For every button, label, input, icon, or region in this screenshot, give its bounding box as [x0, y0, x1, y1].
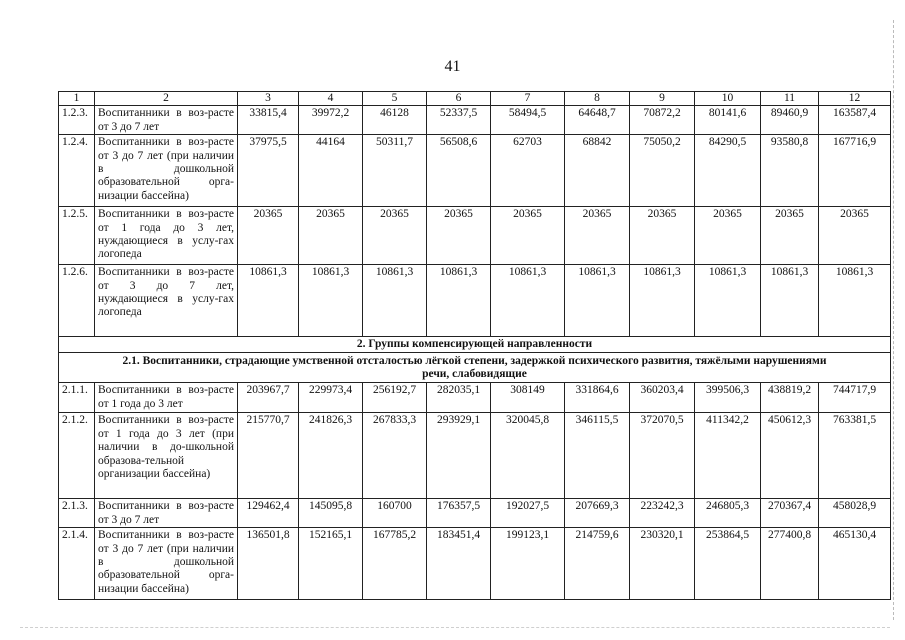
- cost-value: 253864,5: [695, 528, 761, 600]
- column-header: 5: [363, 92, 427, 106]
- column-header: 6: [427, 92, 491, 106]
- cost-value: 763381,5: [819, 413, 891, 499]
- cost-value: 10861,3: [491, 265, 565, 337]
- cost-value: 46128: [363, 106, 427, 135]
- cost-value: 68842: [565, 135, 630, 207]
- row-category: Воспитанники в воз-расте от 3 до 7 лет: [95, 499, 238, 528]
- cost-value: 277400,8: [761, 528, 819, 600]
- cost-value: 129462,4: [238, 499, 299, 528]
- column-header: 8: [565, 92, 630, 106]
- row-category: Воспитанники в воз-расте от 3 до 7 лет (при наличии в дошкольной образовательной орга-низации бассейна): [95, 135, 238, 207]
- cost-value: 229973,4: [299, 383, 363, 413]
- cost-value: 293929,1: [427, 413, 491, 499]
- cost-value: 20365: [565, 207, 630, 265]
- cost-value: 10861,3: [819, 265, 891, 337]
- row-number: 1.2.6.: [59, 265, 95, 337]
- cost-value: 20365: [299, 207, 363, 265]
- cost-value: 167785,2: [363, 528, 427, 600]
- row-category: Воспитанники в воз-расте от 1 года до 3 лет: [95, 383, 238, 413]
- cost-value: 89460,9: [761, 106, 819, 135]
- column-header: 12: [819, 92, 891, 106]
- cost-value: 44164: [299, 135, 363, 207]
- cost-value: 10861,3: [695, 265, 761, 337]
- column-header: 11: [761, 92, 819, 106]
- cost-value: 450612,3: [761, 413, 819, 499]
- cost-value: 246805,3: [695, 499, 761, 528]
- cost-value: 360203,4: [630, 383, 695, 413]
- cost-value: 160700: [363, 499, 427, 528]
- cost-value: 37975,5: [238, 135, 299, 207]
- cost-value: 84290,5: [695, 135, 761, 207]
- cost-value: 10861,3: [761, 265, 819, 337]
- row-number: 2.1.2.: [59, 413, 95, 499]
- column-header: 10: [695, 92, 761, 106]
- cost-value: 20365: [819, 207, 891, 265]
- cost-value: 167716,9: [819, 135, 891, 207]
- cost-value: 50311,7: [363, 135, 427, 207]
- scan-edge-line: [893, 20, 894, 620]
- cost-value: 20365: [238, 207, 299, 265]
- table-row: [59, 413, 891, 499]
- cost-value: 230320,1: [630, 528, 695, 600]
- row-category: Воспитанники в воз-расте от 1 года до 3 лет (при наличии в до-школьной образова-тельной организации бассейна): [95, 413, 238, 499]
- cost-value: 256192,7: [363, 383, 427, 413]
- cost-value: 241826,3: [299, 413, 363, 499]
- cost-value: 744717,9: [819, 383, 891, 413]
- cost-value: 199123,1: [491, 528, 565, 600]
- cost-value: 183451,4: [427, 528, 491, 600]
- column-header: 4: [299, 92, 363, 106]
- cost-value: 56508,6: [427, 135, 491, 207]
- cost-value: 152165,1: [299, 528, 363, 600]
- table-row: [59, 207, 891, 265]
- column-header: 7: [491, 92, 565, 106]
- section-title: 2. Группы компенсирующей направленности: [59, 337, 891, 352]
- page-number: 41: [444, 58, 461, 75]
- cost-value: 20365: [491, 207, 565, 265]
- cost-value: 270367,4: [761, 499, 819, 528]
- cost-value: 399506,3: [695, 383, 761, 413]
- column-header: 3: [238, 92, 299, 106]
- cost-value: 458028,9: [819, 499, 891, 528]
- cost-value: 39972,2: [299, 106, 363, 135]
- cost-value: 10861,3: [630, 265, 695, 337]
- cost-value: 267833,3: [363, 413, 427, 499]
- cost-value: 10861,3: [565, 265, 630, 337]
- subsection-row: [59, 352, 891, 383]
- cost-value: 372070,5: [630, 413, 695, 499]
- cost-value: 70872,2: [630, 106, 695, 135]
- cost-value: 75050,2: [630, 135, 695, 207]
- cost-value: 20365: [761, 207, 819, 265]
- cost-value: 192027,5: [491, 499, 565, 528]
- cost-value: 346115,5: [565, 413, 630, 499]
- row-number: 2.1.3.: [59, 499, 95, 528]
- table-row: [59, 528, 891, 600]
- cost-value: 163587,4: [819, 106, 891, 135]
- table-row: [59, 499, 891, 528]
- row-category: Воспитанники в воз-расте от 3 до 7 лет (при наличии в дошкольной образовательной орга-низации бассейна): [95, 528, 238, 600]
- cost-value: 20365: [363, 207, 427, 265]
- tariff-table: [58, 91, 891, 600]
- row-category: Воспитанники в воз-расте от 1 года до 3 лет, нуждающиеся в услу-гах логопеда: [95, 207, 238, 265]
- cost-value: 52337,5: [427, 106, 491, 135]
- cost-value: 438819,2: [761, 383, 819, 413]
- section-row: [59, 337, 891, 352]
- cost-value: 10861,3: [363, 265, 427, 337]
- cost-value: 20365: [695, 207, 761, 265]
- cost-value: 20365: [427, 207, 491, 265]
- table-row: [59, 106, 891, 135]
- row-number: 2.1.4.: [59, 528, 95, 600]
- cost-value: 308149: [491, 383, 565, 413]
- row-number: 1.2.5.: [59, 207, 95, 265]
- cost-value: 331864,6: [565, 383, 630, 413]
- cost-value: 145095,8: [299, 499, 363, 528]
- cost-value: 10861,3: [238, 265, 299, 337]
- cost-value: 10861,3: [299, 265, 363, 337]
- cost-value: 20365: [630, 207, 695, 265]
- cost-value: 80141,6: [695, 106, 761, 135]
- row-category: Воспитанники в воз-расте от 3 до 7 лет: [95, 106, 238, 135]
- column-header: 9: [630, 92, 695, 106]
- cost-value: 282035,1: [427, 383, 491, 413]
- cost-value: 465130,4: [819, 528, 891, 600]
- cost-value: 64648,7: [565, 106, 630, 135]
- cost-value: 93580,8: [761, 135, 819, 207]
- cost-value: 215770,7: [238, 413, 299, 499]
- table-row: [59, 135, 891, 207]
- cost-value: 10861,3: [427, 265, 491, 337]
- cost-value: 223242,3: [630, 499, 695, 528]
- row-number: 1.2.3.: [59, 106, 95, 135]
- cost-value: 136501,8: [238, 528, 299, 600]
- cost-value: 207669,3: [565, 499, 630, 528]
- cost-value: 411342,2: [695, 413, 761, 499]
- cost-value: 214759,6: [565, 528, 630, 600]
- subsection-title: 2.1. Воспитанники, страдающие умственной отсталостью лёгкой степени, задержкой психического развития, тяжёлыми нарушениями речи, слабовидящие: [59, 352, 891, 383]
- row-number: 2.1.1.: [59, 383, 95, 413]
- cost-value: 320045,8: [491, 413, 565, 499]
- column-header: 2: [95, 92, 238, 106]
- cost-value: 33815,4: [238, 106, 299, 135]
- table-row: [59, 383, 891, 413]
- row-number: 1.2.4.: [59, 135, 95, 207]
- cost-value: 203967,7: [238, 383, 299, 413]
- cost-value: 58494,5: [491, 106, 565, 135]
- cost-value: 176357,5: [427, 499, 491, 528]
- scan-edge-line: [20, 627, 890, 628]
- cost-value: 62703: [491, 135, 565, 207]
- table-row: [59, 265, 891, 337]
- column-header: 1: [59, 92, 95, 106]
- row-category: Воспитанники в воз-расте от 3 до 7 лет, нуждающиеся в услу-гах логопеда: [95, 265, 238, 337]
- column-number-row: [59, 92, 891, 106]
